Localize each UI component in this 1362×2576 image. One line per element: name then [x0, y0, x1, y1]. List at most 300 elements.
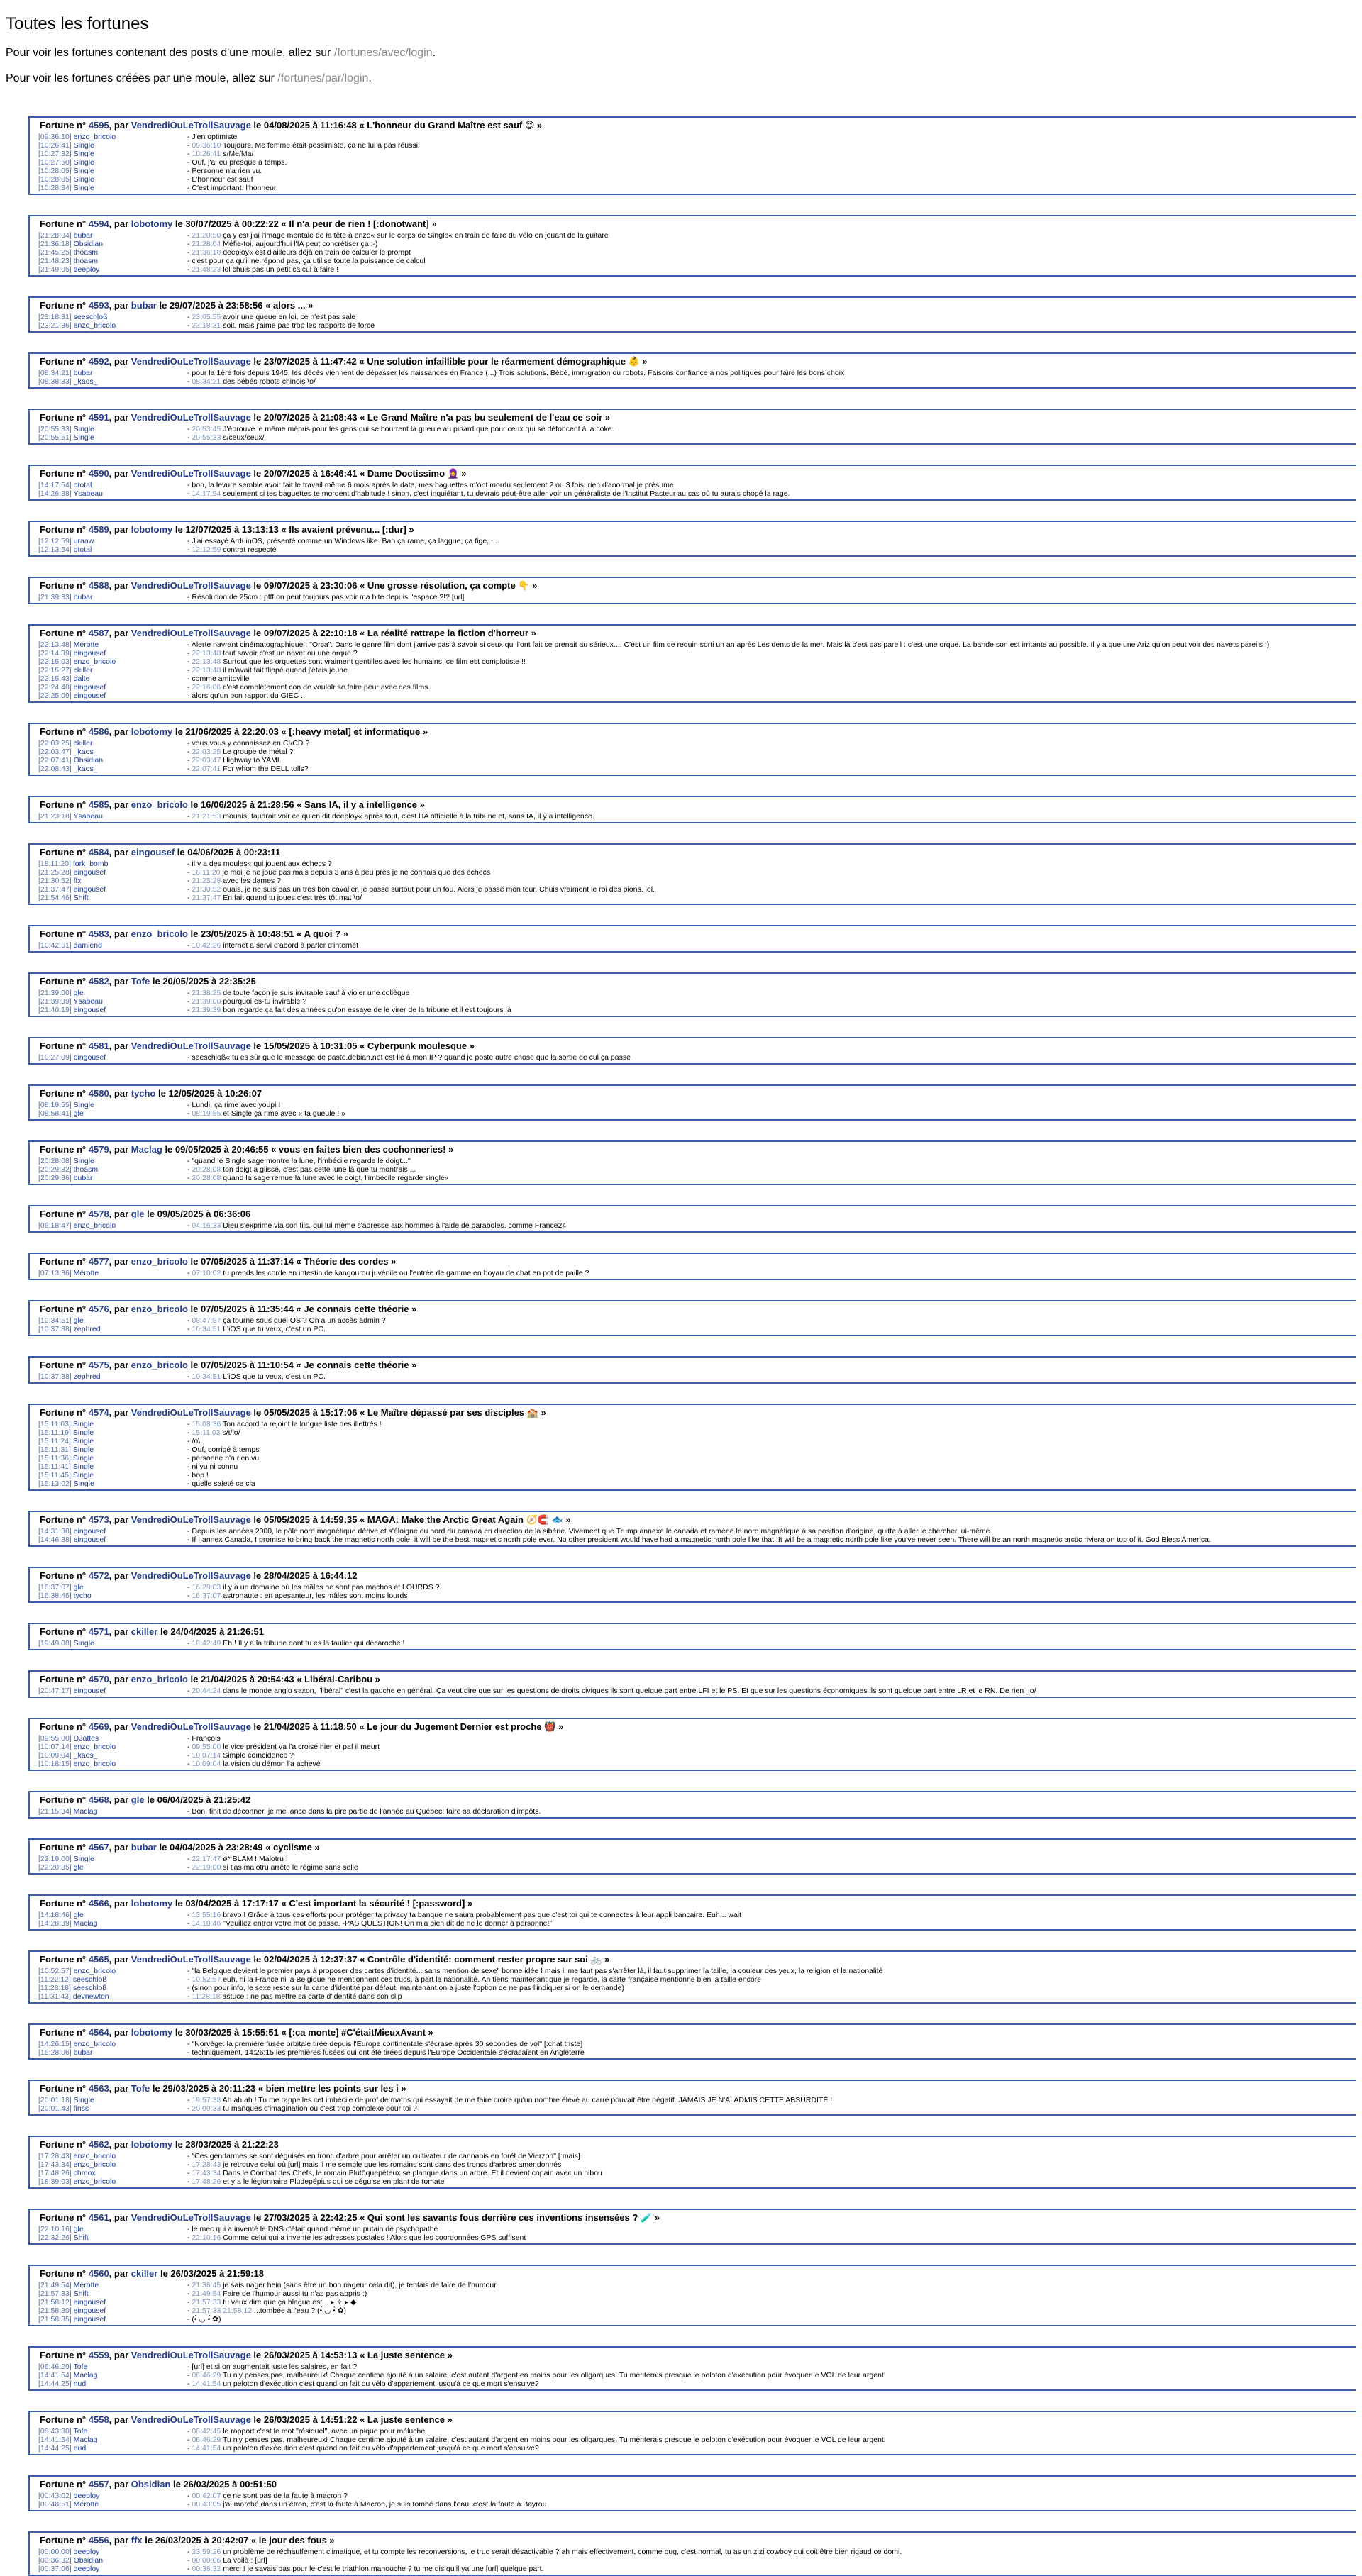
post-login[interactable]: eingousef	[73, 2298, 106, 2306]
fortune-author-link[interactable]: Maclag	[131, 1144, 162, 1155]
fortune-author-link[interactable]: gle	[131, 1209, 145, 1219]
post-login[interactable]: bubar	[73, 231, 93, 240]
post-time[interactable]: [11:28:18]	[38, 1984, 71, 1992]
post-time[interactable]: [10:37:38]	[38, 1325, 72, 1333]
post-time[interactable]: [16:38:46]	[38, 1592, 72, 1600]
post-time[interactable]: [08:58:41]	[38, 1109, 72, 1118]
fortune-number-link[interactable]: 4586	[88, 726, 109, 737]
post-time[interactable]: [22:24:40]	[38, 683, 72, 692]
post-reply-ref[interactable]: 22:13:48	[192, 666, 221, 674]
post-time[interactable]: [21:40:19]	[38, 1006, 72, 1014]
fortune-author-link[interactable]: lobotomy	[131, 524, 173, 535]
fortune-number-link[interactable]: 4561	[88, 2212, 109, 2223]
post-time[interactable]: [20:47:17]	[38, 1687, 72, 1695]
post-time[interactable]: [14:17:54]	[38, 481, 72, 489]
post-time[interactable]: [11:22:12]	[38, 1975, 71, 1984]
post-time[interactable]: [17:43:34]	[38, 2160, 72, 2169]
post-login[interactable]: seeschloß	[72, 1975, 107, 1984]
fortune-author-link[interactable]: VendrediOuLeTrollSauvage	[131, 1514, 251, 1525]
post-login[interactable]: Single	[72, 1462, 94, 1471]
fortune-number-link[interactable]: 4579	[88, 1144, 109, 1155]
post-time[interactable]: [21:15:34]	[38, 1807, 72, 1816]
post-login[interactable]: Single	[73, 1479, 94, 1488]
fortune-number-link[interactable]: 4595	[88, 120, 109, 131]
post-time[interactable]: [18:39:03]	[38, 2177, 72, 2186]
fortune-author-link[interactable]: VendrediOuLeTrollSauvage	[131, 468, 251, 479]
post-time[interactable]: [21:45:25]	[38, 248, 72, 257]
post-login[interactable]: Shift	[73, 2233, 89, 2242]
fortune-number-link[interactable]: 4593	[88, 300, 109, 311]
post-login[interactable]: eingousef	[73, 649, 106, 657]
post-time[interactable]: [06:46:29]	[38, 2363, 72, 2371]
post-login[interactable]: thoasm	[73, 257, 99, 265]
fortune-number-link[interactable]: 4565	[88, 1954, 109, 1965]
post-time[interactable]: [10:34:51]	[38, 1316, 72, 1325]
post-login[interactable]: eingousef	[73, 1006, 106, 1014]
post-time[interactable]: [15:11:41]	[38, 1462, 71, 1471]
post-time[interactable]: [17:28:43]	[38, 2152, 72, 2160]
post-time[interactable]: [15:11:19]	[38, 1428, 71, 1437]
post-time[interactable]: [10:52:57]	[38, 1967, 72, 1975]
post-reply-ref[interactable]: 15:11:03	[192, 1428, 221, 1437]
fortune-author-link[interactable]: ckiller	[131, 1626, 158, 1637]
post-reply-ref[interactable]: 22:10:16	[192, 2233, 221, 2242]
fortune-number-link[interactable]: 4568	[88, 1794, 109, 1805]
post-time[interactable]: [00:37:06]	[38, 2565, 72, 2573]
post-reply-ref[interactable]: 21:38:25	[192, 989, 221, 997]
fortune-author-link[interactable]: gle	[131, 1794, 145, 1805]
post-reply-ref[interactable]: 20:28:08	[192, 1165, 221, 1174]
post-login[interactable]: Mérotte	[73, 1269, 99, 1277]
post-time[interactable]: [21:30:52]	[38, 877, 72, 885]
fortune-author-link[interactable]: VendrediOuLeTrollSauvage	[131, 120, 251, 131]
post-login[interactable]: Single	[73, 184, 94, 192]
fortune-author-link[interactable]: lobotomy	[131, 218, 173, 229]
post-time[interactable]: [22:13:48]	[38, 640, 72, 649]
post-login[interactable]: uraaw	[73, 537, 94, 545]
post-reply-ref[interactable]: 16:37:07	[192, 1592, 221, 1600]
post-login[interactable]: fork_bomb	[72, 860, 109, 868]
post-time[interactable]: [10:27:09]	[38, 1053, 72, 1062]
post-login[interactable]: eingousef	[73, 1536, 106, 1544]
fortune-number-link[interactable]: 4590	[88, 468, 109, 479]
fortune-number-link[interactable]: 4571	[88, 1626, 109, 1637]
post-reply-ref[interactable]: 21:30:52	[192, 885, 221, 894]
fortune-number-link[interactable]: 4563	[88, 2083, 109, 2094]
post-reply-ref[interactable]: 04:16:33	[192, 1221, 221, 1230]
post-login[interactable]: Obsidian	[73, 2556, 104, 2565]
fortune-number-link[interactable]: 4570	[88, 1674, 109, 1684]
post-time[interactable]: [06:18:47]	[38, 1221, 72, 1230]
post-reply-ref[interactable]: 21:21:53	[192, 812, 221, 821]
post-time[interactable]: [20:55:33]	[38, 425, 72, 433]
fortune-number-link[interactable]: 4567	[88, 1842, 109, 1853]
fortune-author-link[interactable]: Tofe	[131, 976, 150, 987]
post-time[interactable]: [10:28:05]	[38, 167, 72, 175]
post-reply-ref[interactable]: 08:42:45	[192, 2427, 221, 2436]
post-reply-ref[interactable]: 00:42:07	[192, 2492, 221, 2500]
post-reply-ref[interactable]: 20:44:24	[192, 1687, 221, 1695]
post-login[interactable]: damiend	[73, 941, 102, 950]
post-login[interactable]: thoasm	[73, 248, 99, 257]
fortune-author-link[interactable]: lobotomy	[131, 1898, 173, 1909]
post-time[interactable]: [14:41:54]	[38, 2371, 72, 2380]
post-time[interactable]: [17:48:26]	[38, 2169, 72, 2177]
post-time[interactable]: [21:54:46]	[38, 894, 72, 902]
post-login[interactable]: Mérotte	[73, 640, 99, 649]
post-login[interactable]: Single	[73, 425, 94, 433]
post-reply-ref[interactable]: 18:42:49	[192, 1639, 221, 1648]
post-login[interactable]: Single	[72, 1428, 94, 1437]
post-reply-ref[interactable]: 21:25:28	[192, 877, 221, 885]
post-time[interactable]: [22:32:26]	[38, 2233, 72, 2242]
post-time[interactable]: [21:58:30]	[38, 2306, 72, 2315]
post-login[interactable]: eingousef	[73, 1527, 106, 1536]
post-reply-ref[interactable]: 10:52:57	[192, 1975, 221, 1984]
post-reply-ref[interactable]: 21:37:47	[192, 894, 221, 902]
post-time[interactable]: [15:11:36]	[38, 1454, 71, 1462]
post-time[interactable]: [20:29:36]	[38, 1174, 72, 1182]
post-reply-ref[interactable]: 00:36:32	[192, 2565, 221, 2573]
post-login[interactable]: ckiller	[73, 666, 93, 674]
post-reply-ref[interactable]: 09:36:10	[192, 141, 221, 150]
post-time[interactable]: [23:21:36]	[38, 321, 72, 330]
post-reply-ref[interactable]: 16:29:03	[192, 1583, 221, 1592]
post-time[interactable]: [15:13:02]	[38, 1479, 72, 1488]
post-login[interactable]: deeploy	[73, 265, 100, 274]
post-time[interactable]: [10:09:04]	[38, 1751, 72, 1760]
fortune-author-link[interactable]: VendrediOuLeTrollSauvage	[131, 356, 251, 367]
post-login[interactable]: Single	[72, 1471, 94, 1479]
post-login[interactable]: gle	[73, 1863, 84, 1872]
post-reply-ref[interactable]: 20:28:08	[192, 1174, 221, 1182]
post-time[interactable]: [21:57:33]	[38, 2289, 72, 2298]
post-login[interactable]: eingousef	[73, 2315, 106, 2324]
post-reply-ref[interactable]: 18:11:20	[192, 868, 221, 877]
fortune-author-link[interactable]: VendrediOuLeTrollSauvage	[131, 1721, 251, 1732]
post-reply-ref[interactable]: 22:03:25	[192, 748, 221, 756]
post-time[interactable]: [20:01:18]	[38, 2096, 72, 2104]
post-reply-ref[interactable]: 21:57:33 21:58:12	[192, 2306, 253, 2315]
post-reply-ref[interactable]: 22:19:00	[192, 1863, 221, 1872]
post-reply-ref[interactable]: 21:36:18	[192, 248, 221, 257]
post-time[interactable]: [00:36:32]	[38, 2556, 72, 2565]
post-reply-ref[interactable]: 21:57:33	[192, 2298, 221, 2306]
post-reply-ref[interactable]: 10:42:26	[192, 941, 221, 950]
post-time[interactable]: [10:18:15]	[38, 1760, 72, 1768]
post-login[interactable]: devnewton	[72, 1992, 109, 2001]
fortune-author-link[interactable]: VendrediOuLeTrollSauvage	[131, 1407, 251, 1418]
post-login[interactable]: Maclag	[73, 1919, 98, 1928]
post-time[interactable]: [08:34:21]	[38, 369, 72, 377]
post-reply-ref[interactable]: 20:00:33	[192, 2104, 221, 2113]
post-time[interactable]: [14:31:38]	[38, 1527, 72, 1536]
post-login[interactable]: enzo_bricolo	[73, 321, 116, 330]
post-reply-ref[interactable]: 17:43:34	[192, 2169, 221, 2177]
post-reply-ref[interactable]: 00:43:05	[192, 2500, 221, 2509]
fortune-number-link[interactable]: 4592	[88, 356, 109, 367]
fortune-number-link[interactable]: 4564	[88, 2027, 109, 2038]
post-time[interactable]: [22:25:09]	[38, 692, 72, 700]
post-time[interactable]: [21:37:47]	[38, 885, 72, 894]
fortune-author-link[interactable]: enzo_bricolo	[131, 1674, 188, 1684]
fortune-number-link[interactable]: 4581	[88, 1040, 109, 1051]
post-time[interactable]: [12:13:54]	[38, 545, 72, 554]
post-login[interactable]: _kaos_	[73, 765, 98, 773]
post-time[interactable]: [22:15:03]	[38, 657, 72, 666]
post-login[interactable]: dalte	[73, 674, 90, 683]
fortune-number-link[interactable]: 4591	[88, 412, 109, 423]
post-time[interactable]: [21:58:35]	[38, 2315, 72, 2324]
post-reply-ref[interactable]: 07:10:02	[192, 1269, 221, 1277]
post-login[interactable]: Mérotte	[73, 2281, 99, 2289]
post-time[interactable]: [14:28:39]	[38, 1919, 72, 1928]
post-reply-ref[interactable]: 21:28:04	[192, 240, 221, 248]
fortune-author-link[interactable]: VendrediOuLeTrollSauvage	[131, 2414, 251, 2425]
post-login[interactable]: deeploy	[73, 2548, 100, 2556]
fortune-author-link[interactable]: lobotomy	[131, 2139, 173, 2150]
post-reply-ref[interactable]: 13:55:16	[192, 1911, 221, 1919]
post-login[interactable]: Obsidian	[73, 756, 104, 765]
post-reply-ref[interactable]: 14:18:46	[192, 1919, 221, 1928]
post-login[interactable]: ffx	[73, 877, 82, 885]
post-login[interactable]: Single	[72, 1420, 94, 1428]
post-login[interactable]: finss	[73, 2104, 89, 2113]
post-reply-ref[interactable]: 22:07:41	[192, 765, 221, 773]
post-reply-ref[interactable]: 19:57:38	[192, 2096, 221, 2104]
post-reply-ref[interactable]: 10:34:51	[192, 1372, 221, 1381]
post-login[interactable]: nud	[73, 2380, 87, 2388]
post-reply-ref[interactable]: 08:19:55	[192, 1109, 221, 1118]
post-reply-ref[interactable]: 23:05:55	[192, 313, 221, 321]
post-time[interactable]: [15:11:03]	[38, 1420, 71, 1428]
post-time[interactable]: [21:58:12]	[38, 2298, 72, 2306]
post-time[interactable]: [14:26:38]	[38, 489, 72, 498]
post-login[interactable]: zephred	[73, 1372, 101, 1381]
fortune-number-link[interactable]: 4589	[88, 524, 109, 535]
post-login[interactable]: Single	[73, 1157, 94, 1165]
post-login[interactable]: enzo_bricolo	[73, 1743, 116, 1751]
post-login[interactable]: enzo_bricolo	[73, 1221, 116, 1230]
post-time[interactable]: [15:28:06]	[38, 2048, 72, 2057]
post-time[interactable]: [20:55:51]	[38, 433, 72, 442]
fortune-number-link[interactable]: 4557	[88, 2479, 109, 2489]
post-reply-ref[interactable]: 21:49:54	[192, 2289, 221, 2298]
post-reply-ref[interactable]: 10:26:41	[192, 150, 221, 158]
post-reply-ref[interactable]: 12:12:59	[192, 545, 221, 554]
post-login[interactable]: Single	[73, 433, 94, 442]
post-reply-ref[interactable]: 08:47:57	[192, 1316, 221, 1325]
post-reply-ref[interactable]: 17:48:26	[192, 2177, 221, 2186]
post-login[interactable]: deeploy	[73, 2492, 100, 2500]
post-time[interactable]: [09:55:00]	[38, 1734, 72, 1743]
post-reply-ref[interactable]: 11:28:18	[192, 1992, 221, 2001]
post-reply-ref[interactable]: 06:46:29	[192, 2436, 221, 2444]
post-reply-ref[interactable]: 22:16:06	[192, 683, 221, 692]
post-reply-ref[interactable]: 21:20:50	[192, 231, 221, 240]
fortune-author-link[interactable]: enzo_bricolo	[131, 799, 188, 810]
post-login[interactable]: Single	[73, 175, 94, 184]
fortune-number-link[interactable]: 4562	[88, 2139, 109, 2150]
fortune-author-link[interactable]: enzo_bricolo	[131, 1304, 188, 1314]
post-reply-ref[interactable]: 20:55:33	[192, 433, 221, 442]
post-login[interactable]: Maclag	[73, 1807, 98, 1816]
post-time[interactable]: [14:26:15]	[38, 2040, 72, 2048]
post-login[interactable]: Single	[73, 1639, 94, 1648]
post-login[interactable]: Tofe	[73, 2363, 88, 2371]
post-reply-ref[interactable]: 21:39:00	[192, 997, 221, 1006]
fortune-author-link[interactable]: VendrediOuLeTrollSauvage	[131, 580, 251, 591]
fortune-author-link[interactable]: enzo_bricolo	[131, 1360, 188, 1370]
post-time[interactable]: [21:39:00]	[38, 989, 72, 997]
post-login[interactable]: thoasm	[73, 1165, 99, 1174]
post-login[interactable]: Ysabeau	[73, 812, 103, 821]
post-time[interactable]: [10:27:50]	[38, 158, 72, 167]
post-login[interactable]: ckiller	[73, 739, 93, 748]
fortune-number-link[interactable]: 4578	[88, 1209, 109, 1219]
fortune-number-link[interactable]: 4574	[88, 1407, 109, 1418]
post-login[interactable]: enzo_bricolo	[73, 657, 116, 666]
post-login[interactable]: Ysabeau	[73, 489, 103, 498]
post-time[interactable]: [10:37:38]	[38, 1372, 72, 1381]
post-time[interactable]: [22:08:43]	[38, 765, 72, 773]
post-time[interactable]: [09:36:10]	[38, 133, 72, 141]
post-time[interactable]: [10:28:05]	[38, 175, 72, 184]
post-time[interactable]: [22:14:39]	[38, 649, 72, 657]
post-time[interactable]: [21:25:28]	[38, 868, 72, 877]
post-time[interactable]: [19:49:08]	[38, 1639, 72, 1648]
post-reply-ref[interactable]: 14:41:54	[192, 2380, 221, 2388]
post-login[interactable]: Ysabeau	[73, 997, 103, 1006]
post-login[interactable]: DJattes	[73, 1734, 99, 1743]
post-login[interactable]: bubar	[73, 593, 93, 601]
fortune-number-link[interactable]: 4576	[88, 1304, 109, 1314]
post-time[interactable]: [08:38:33]	[38, 377, 72, 386]
fortune-author-link[interactable]: ffx	[131, 2535, 143, 2546]
fortune-number-link[interactable]: 4556	[88, 2535, 109, 2546]
post-login[interactable]: bubar	[73, 1174, 93, 1182]
post-reply-ref[interactable]: 15:08:36	[192, 1420, 221, 1428]
post-login[interactable]: Maclag	[73, 2436, 98, 2444]
post-login[interactable]: _kaos_	[73, 1751, 98, 1760]
fortune-author-link[interactable]: enzo_bricolo	[131, 928, 188, 939]
post-login[interactable]: enzo_bricolo	[73, 2160, 116, 2169]
post-time[interactable]: [21:39:39]	[38, 997, 72, 1006]
post-login[interactable]: _kaos_	[73, 377, 98, 386]
post-reply-ref[interactable]: 22:03:47	[192, 756, 221, 765]
post-time[interactable]: [16:37:07]	[38, 1583, 72, 1592]
post-login[interactable]: gle	[73, 2225, 84, 2233]
post-reply-ref[interactable]: 14:41:54	[192, 2444, 221, 2453]
post-login[interactable]: chmox	[73, 2169, 96, 2177]
post-login[interactable]: tycho	[73, 1592, 92, 1600]
post-time[interactable]: [08:43:30]	[38, 2427, 72, 2436]
post-time[interactable]: [22:10:16]	[38, 2225, 72, 2233]
fortune-number-link[interactable]: 4594	[88, 218, 109, 229]
post-login[interactable]: deeploy	[73, 2565, 100, 2573]
post-time[interactable]: [22:03:25]	[38, 739, 72, 748]
post-time[interactable]: [10:27:32]	[38, 150, 72, 158]
post-time[interactable]: [20:28:08]	[38, 1157, 72, 1165]
post-login[interactable]: Maclag	[73, 2371, 98, 2380]
post-time[interactable]: [22:07:41]	[38, 756, 72, 765]
fortune-number-link[interactable]: 4575	[88, 1360, 109, 1370]
post-login[interactable]: Shift	[73, 2289, 89, 2298]
post-login[interactable]: Obsidian	[73, 240, 104, 248]
fortune-number-link[interactable]: 4572	[88, 1570, 109, 1581]
fortune-author-link[interactable]: Tofe	[131, 2083, 150, 2094]
post-reply-ref[interactable]: 14:17:54	[192, 489, 221, 498]
link-fortunes-avec-login[interactable]: /fortunes/avec/login	[333, 47, 433, 59]
fortune-number-link[interactable]: 4588	[88, 580, 109, 591]
post-time[interactable]: [21:49:54]	[38, 2281, 72, 2289]
post-login[interactable]: Single	[73, 1101, 94, 1109]
fortune-number-link[interactable]: 4569	[88, 1721, 109, 1732]
post-login[interactable]: enzo_bricolo	[73, 1760, 116, 1768]
post-time[interactable]: [21:36:18]	[38, 240, 72, 248]
post-login[interactable]: Single	[73, 150, 94, 158]
fortune-author-link[interactable]: tycho	[131, 1088, 156, 1099]
post-time[interactable]: [14:18:46]	[38, 1911, 72, 1919]
post-login[interactable]: Tofe	[73, 2427, 88, 2436]
post-login[interactable]: enzo_bricolo	[73, 2040, 116, 2048]
post-login[interactable]: eingousef	[73, 885, 106, 894]
post-time[interactable]: [00:00:00]	[38, 2548, 72, 2556]
post-time[interactable]: [10:07:14]	[38, 1743, 72, 1751]
post-reply-ref[interactable]: 23:18:31	[192, 321, 221, 330]
post-login[interactable]: gle	[73, 1316, 84, 1325]
post-reply-ref[interactable]: 21:48:23	[192, 265, 221, 274]
post-login[interactable]: bubar	[73, 2048, 93, 2057]
fortune-author-link[interactable]: lobotomy	[131, 726, 173, 737]
post-time[interactable]: [20:01:43]	[38, 2104, 72, 2113]
post-login[interactable]: gle	[73, 989, 84, 997]
post-login[interactable]: eingousef	[73, 1687, 106, 1695]
post-reply-ref[interactable]: 00:00:06	[192, 2556, 221, 2565]
post-reply-ref[interactable]: 08:34:21	[192, 377, 221, 386]
fortune-author-link[interactable]: lobotomy	[131, 2027, 173, 2038]
post-time[interactable]: [10:28:34]	[38, 184, 72, 192]
post-reply-ref[interactable]: 17:28:43	[192, 2160, 221, 2169]
post-reply-ref[interactable]: 06:46:29	[192, 2371, 221, 2380]
post-login[interactable]: zephred	[73, 1325, 101, 1333]
post-reply-ref[interactable]: 10:07:14	[192, 1751, 221, 1760]
post-time[interactable]: [23:18:31]	[38, 313, 72, 321]
fortune-number-link[interactable]: 4566	[88, 1898, 109, 1909]
post-login[interactable]: Single	[72, 1437, 94, 1445]
post-reply-ref[interactable]: 21:39:39	[192, 1006, 221, 1014]
post-time[interactable]: [14:44:25]	[38, 2380, 72, 2388]
post-time[interactable]: [07:13:36]	[38, 1269, 72, 1277]
post-time[interactable]: [00:48:51]	[38, 2500, 72, 2509]
fortune-author-link[interactable]: Obsidian	[131, 2479, 171, 2489]
link-fortunes-par-login[interactable]: /fortunes/par/login	[277, 72, 369, 84]
fortune-number-link[interactable]: 4558	[88, 2414, 109, 2425]
post-login[interactable]: eingousef	[73, 868, 106, 877]
post-time[interactable]: [20:29:32]	[38, 1165, 72, 1174]
post-time[interactable]: [14:41:54]	[38, 2436, 72, 2444]
post-reply-ref[interactable]: 23:59:26	[192, 2548, 221, 2556]
fortune-number-link[interactable]: 4577	[88, 1256, 109, 1267]
post-time[interactable]: [15:11:45]	[38, 1471, 71, 1479]
post-time[interactable]: [15:11:31]	[38, 1445, 71, 1454]
post-time[interactable]: [21:28:04]	[38, 231, 72, 240]
post-time[interactable]: [22:03:47]	[38, 748, 72, 756]
fortune-author-link[interactable]: VendrediOuLeTrollSauvage	[131, 1570, 251, 1581]
fortune-author-link[interactable]: VendrediOuLeTrollSauvage	[131, 412, 251, 423]
post-time[interactable]: [18:11:20]	[38, 860, 71, 868]
post-time[interactable]: [10:42:51]	[38, 941, 72, 950]
